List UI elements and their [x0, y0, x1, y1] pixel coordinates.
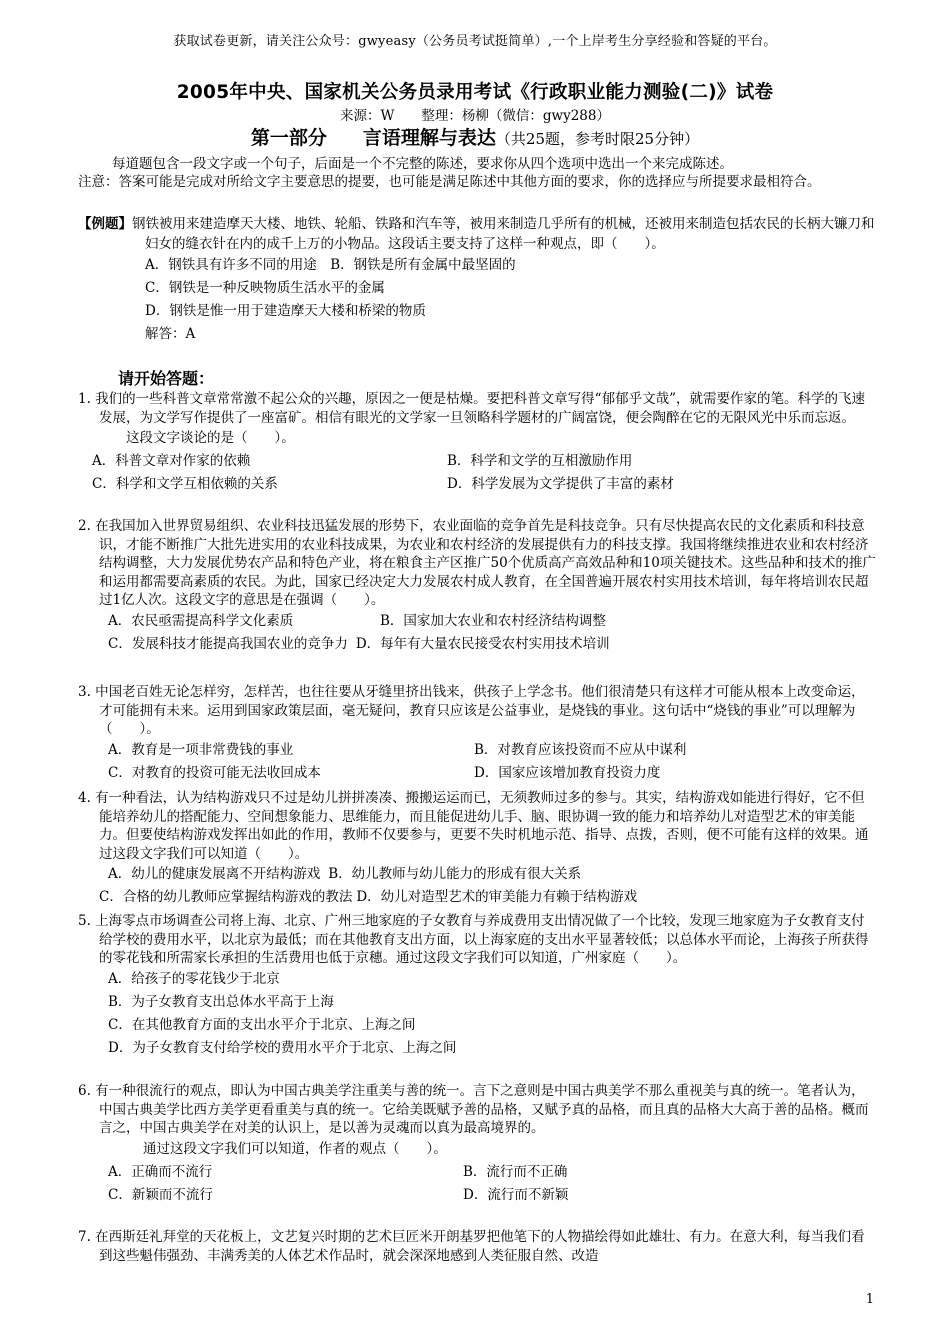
option-d: D．流行而不新颖 — [463, 1186, 569, 1203]
example-answer: 解答：A — [145, 326, 196, 342]
option-b: B．科学和文学的互相激励作用 — [447, 453, 633, 469]
question-7 — [78, 1228, 878, 1265]
example-option: D．钢铁是惟一用于建造摩天大楼和桥梁的物质 — [145, 303, 426, 319]
option-c: C．对教育的投资可能无法收回成本 — [108, 764, 321, 781]
option-b: B．对教育应该投资而不应从中谋利 — [474, 741, 687, 758]
example-text: 钢铁被用来建造摩天大楼、地铁、轮船、铁路和汽车等，被用来制造几乎所有的机械，还被用来制造包括农民的长柄大镰刀和妇女的缝衣针在内的成千上万的小物品。这段话主要支持了这样一种观点，即（ ）。 — [132, 216, 875, 252]
option-c: C．发展科技才能提高我国农业的竞争力 — [108, 635, 348, 652]
part-name: 言语理解与表达 — [362, 127, 496, 149]
question-stem: 3. 中国老百姓无论怎样穷，怎样苦，也往往要从牙缝里挤出钱来，供孩子上学念书。他们很清楚只有这样才可能从根本上改变命运，才可能拥有未来。运用到国家政策层面，毫无疑问，教育只应该是公益事业，是烧钱的事业。这句话中“烧钱的事业”可以理解为（ ）。 — [78, 684, 865, 737]
exam-title: 2005年中央、国家机关公务员录用考试《行政职业能力测验(二)》试卷 — [176, 82, 774, 103]
option-a: A．给孩子的零花钱少于北京 — [108, 970, 280, 987]
question-stem: 2. 在我国加入世界贸易组织、农业科技迅猛发展的形势下，农业面临的竞争首先是科技竞争。只有尽快提高农民的文化素质和科技意识，才能不断推广大批先进实用的农业科技成果，为农业和农村经济的发展提供有力的科技支撑。我国将继续推进农业和农村经济结构调整，大力发展优势农产品和特色产业，将在粮食主产区推广50个优质高产高效品种和10项关键技术。这些品种和技术的推广和运用都需要高素质的农民。为此，国家已经决定大力发展农村成人教育，在全国普遍开展农村实用技术培训，每年将培训农民超过1亿人次。这段文字的意思是在强调（ ）。 — [78, 518, 876, 608]
option-c: C．科学和文学互相依赖的关系 — [92, 476, 278, 492]
header-note: 获取试卷更新，请关注公众号：gwyeasy（公务员考试挺简单）,一个上岸考生分享经验和答疑的平台。 — [173, 34, 777, 49]
instruction-note: 注意：答案可能是完成对所给文字主要意思的提要，也可能是满足陈述中其他方面的要求，你的选择应与所提要求最相符合。 — [78, 173, 821, 190]
option-a: A．教育是一项非常费钱的事业 — [108, 741, 294, 758]
example-stem — [78, 214, 878, 254]
option-d: D．幼儿对造型艺术的审美能力有赖于结构游戏 — [356, 889, 638, 905]
option-d: D．国家应该增加教育投资力度 — [474, 764, 661, 781]
question-stem: 6. 有一种很流行的观点，即认为中国古典美学注重美与善的统一。言下之意则是中国古典美学不那么重视美与真的统一。笔者认为，中国古典美学比西方美学更看重美与真的统一。它给美既赋予善的品格，又赋予真的品格，而且真的品格大大高于善的品格。概而言之，中国古典美学在对美的认识上，是以善为灵魂而以真为最高境界的。 — [78, 1083, 869, 1136]
instruction-line: 每道题包含一段文字或一个句子，后面是一个不完整的陈述，要求你从四个选项中选出一个来完成陈述。 — [112, 156, 733, 172]
question-2 — [78, 517, 878, 656]
option-a: A．科普文章对作家的依赖 — [92, 453, 251, 469]
example-option: C．钢铁是一种反映物质生活水平的金属 — [145, 280, 385, 296]
option-d: D．科学发展为文学提供了丰富的素材 — [447, 476, 674, 492]
part-label: 第一部分 — [250, 127, 327, 149]
question-tail: 通过这段文字我们可以知道，作者的观点（ ）。 — [143, 1140, 447, 1157]
question-4 — [78, 789, 878, 909]
part-heading — [0, 123, 950, 150]
question-stem: 7. 在西斯廷礼拜堂的天花板上，文艺复兴时期的艺术巨匠米开朗基罗把他笔下的人物描绘得如此雄壮、有力。在意大利，每当我们看到这些魁伟强劲、丰满秀美的人体艺术作品时，就会深深地感到人类征服自然、改造 — [78, 1229, 865, 1264]
option-a: A．正确而不流行 — [108, 1163, 213, 1180]
question-3 — [78, 683, 878, 785]
example-block — [78, 214, 878, 346]
instructions — [78, 156, 878, 191]
option-c: C．合格的幼儿教师应掌握结构游戏的教法 — [99, 889, 353, 905]
option-d: D．每年有大量农民接受农村实用技术培训 — [355, 635, 610, 652]
option-d: D．为子女教育支付给学校的费用水平介于北京、上海之间 — [108, 1039, 457, 1056]
option-b: B．为子女教育支出总体水平高于上海 — [108, 993, 334, 1010]
source-line: 来源：W 整理：杨柳（微信：gwy288） — [340, 108, 610, 124]
question-5 — [78, 912, 878, 1060]
option-c: C．在其他教育方面的支出水平介于北京、上海之间 — [108, 1016, 416, 1033]
part-note: （共25题，参考时限25分钟） — [495, 130, 700, 148]
option-a: A．农民亟需提高科学文化素质 — [108, 612, 294, 629]
example-lead: 【例题】 — [78, 216, 132, 232]
option-a: A．幼儿的健康发展离不开结构游戏 — [108, 866, 321, 882]
option-b: B．国家加大农业和农村经济结构调整 — [380, 612, 606, 629]
question-tail: 这段文字谈论的是（ ）。 — [126, 430, 295, 446]
option-b: B．幼儿教师与幼儿能力的形成有很大关系 — [328, 866, 582, 882]
start-label: 请开始答题： — [118, 369, 215, 388]
question-stem: 5. 上海零点市场调查公司将上海、北京、广州三地家庭的子女教育与养成费用支出情况做了一个比较，发现三地家庭为子女教育支付给学校的费用水平，以北京为最低；而在其他教育支出方面，以上海家庭的支出水平显著较低；以总体水平而论，上海孩子所获得的零花钱和所需家长承担的生活费用也低于京穗。通过这段文字我们可以知道，广州家庭（ ）。 — [78, 913, 869, 966]
question-stem: 4. 有一种看法，认为结构游戏只不过是幼儿拼拼凑凑、搬搬运运而已，无须教师过多的参与。其实，结构游戏如能进行得好，它不但能培养幼儿的搭配能力、空间想象能力、思维能力，而且能促进幼儿手、脑、眼协调一致的能力和培养幼儿对造型艺术的审美能力。但要使结构游戏发挥出如此的作用，教师不仅要参与，更要不失时机地示范、指导、点拨，否则，便不可能有这样的效果。通过这段文字我们可以知道（ ）。 — [78, 790, 869, 862]
question-stem: 1. 我们的一些科普文章常常激不起公众的兴趣，原因之一便是枯燥。要把科普文章写得“郁郁乎文哉”，就需要作家的笔。科学的飞速发展，为文学写作提供了一座富矿。相信有眼光的文学家一旦领略科学题材的广阔富饶，便会陶醉在它的无限风光中乐而忘返。 — [78, 391, 865, 426]
example-option: A．钢铁具有许多不同的用途 B．钢铁是所有金属中最坚固的 — [145, 257, 516, 273]
page-number: 1 — [865, 1292, 874, 1307]
option-c: C．新颖而不流行 — [108, 1186, 213, 1203]
question-6 — [78, 1082, 878, 1207]
option-b: B．流行而不正确 — [463, 1163, 568, 1180]
question-1 — [78, 390, 878, 496]
